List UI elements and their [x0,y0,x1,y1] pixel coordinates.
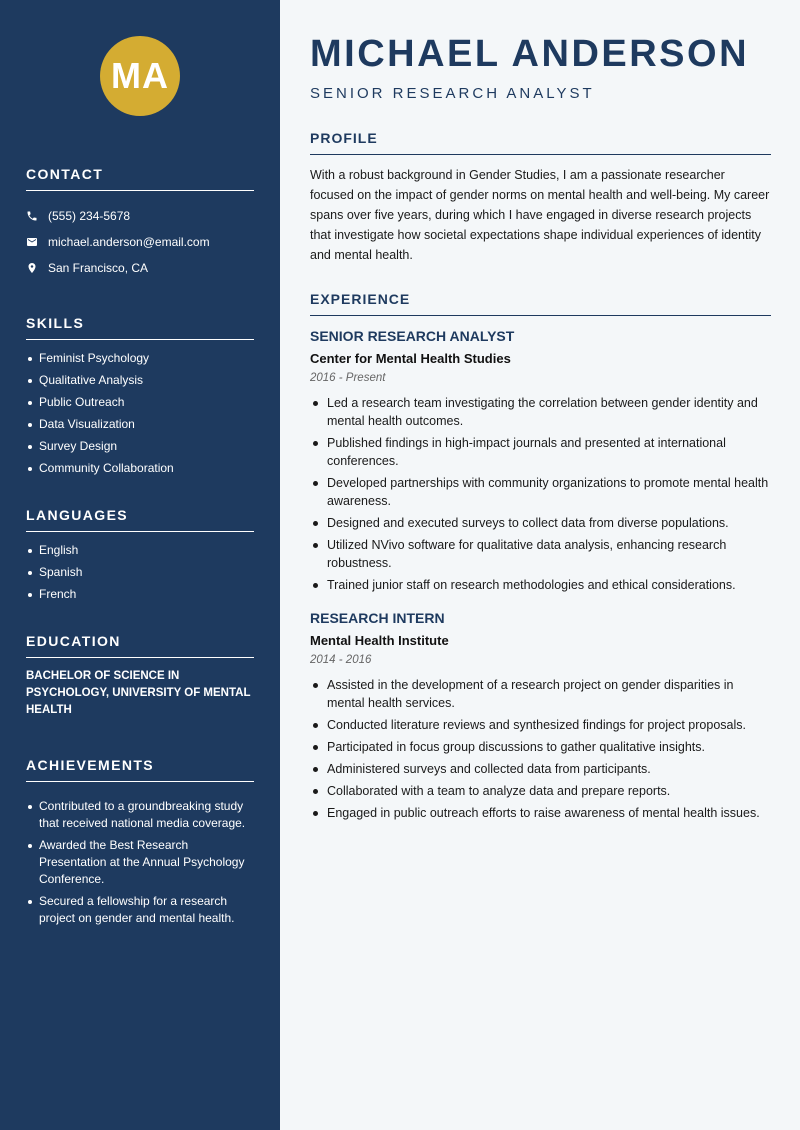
job-entry [310,328,771,594]
skill-item: Feminist Psychology [26,350,254,367]
skills-heading: SKILLS [26,315,254,340]
job-bullet: Designed and executed surveys to collect data from diverse populations. [310,514,771,532]
profile-text: With a robust background in Gender Studies, I am a passionate researcher focused on the impact of gender norms on mental health and well-being. My career spans over five years, during which I have engaged in diverse research projects that investigate how societal expectations shape individual experiences of identity and mental health. [310,168,770,262]
languages-section [26,507,254,603]
job-company: Center for Mental Health Studies [310,351,511,366]
job-bullet: Conducted literature reviews and synthesized findings for project proposals. [310,716,771,734]
achievements-heading: ACHIEVEMENTS [26,757,254,782]
sidebar [0,0,280,1130]
education-section [26,633,254,719]
skill-item: Data Visualization [26,416,254,433]
job-bullet: Engaged in public outreach efforts to raise awareness of mental health issues. [310,804,771,822]
contact-phone-text[interactable]: (555) 234-5678 [48,209,131,223]
profile-section [310,130,771,265]
contact-list [26,203,254,281]
language-item: Spanish [26,564,254,581]
candidate-name: MICHAEL ANDERSON [310,33,750,75]
contact-email-text[interactable]: michael.anderson@email.com [48,235,210,249]
education-heading: EDUCATION [26,633,254,658]
skills-list [26,350,254,477]
contact-heading: CONTACT [26,166,254,191]
education-degree: BACHELOR OF SCIENCE IN PSYCHOLOGY, UNIVERSITY OF MENTAL HEALTH [26,670,251,716]
achievement-item: Contributed to a groundbreaking study that received national media coverage. [26,798,254,832]
achievement-item: Awarded the Best Research Presentation at the Annual Psychology Conference. [26,837,254,888]
job-bullet: Participated in focus group discussions to gather qualitative insights. [310,738,771,756]
language-item: English [26,542,254,559]
achievement-item: Secured a fellowship for a research project on gender and mental health. [26,893,254,927]
job-bullet: Collaborated with a team to analyze data and prepare reports. [310,782,771,800]
phone-icon [26,210,38,222]
experience-heading: EXPERIENCE [310,291,771,316]
job-bullet: Published findings in high-impact journals and presented at international conferences. [310,434,771,470]
job-bullets [310,676,771,822]
achievements-list [26,798,254,927]
avatar-initials: MA [111,55,169,96]
languages-heading: LANGUAGES [26,507,254,532]
job-title: RESEARCH INTERN [310,610,445,626]
contact-location-text: San Francisco, CA [48,261,149,275]
job-bullets [310,394,771,594]
job-bullet: Utilized NVivo software for qualitative data analysis, enhancing research robustness. [310,536,771,572]
contact-section [26,166,254,281]
skill-item: Public Outreach [26,394,254,411]
email-icon [26,236,38,248]
job-dates: 2016 - Present [310,372,386,384]
achievements-section [26,757,254,927]
avatar [100,36,180,116]
languages-list [26,542,254,603]
contact-email [26,229,254,255]
job-bullet: Administered surveys and collected data from participants. [310,760,771,778]
job-title: SENIOR RESEARCH ANALYST [310,328,515,344]
job-entry [310,610,771,822]
job-bullet: Led a research team investigating the correlation between gender identity and mental health outcomes. [310,394,771,430]
job-bullet: Developed partnerships with community organizations to promote mental health awareness. [310,474,771,510]
skills-section [26,315,254,477]
job-bullet: Trained junior staff on research methodologies and ethical considerations. [310,576,771,594]
location-pin-icon [26,262,38,274]
skill-item: Survey Design [26,438,254,455]
skill-item: Qualitative Analysis [26,372,254,389]
profile-heading: PROFILE [310,130,771,155]
skill-item: Community Collaboration [26,460,254,477]
candidate-title: SENIOR RESEARCH ANALYST [310,85,595,102]
language-item: French [26,586,254,603]
experience-section [310,291,771,822]
main-content [280,0,800,1130]
job-bullet: Assisted in the development of a research project on gender disparities in mental health services. [310,676,771,712]
job-company: Mental Health Institute [310,633,449,648]
contact-phone [26,203,254,229]
job-dates: 2014 - 2016 [310,654,372,666]
contact-location [26,255,254,281]
